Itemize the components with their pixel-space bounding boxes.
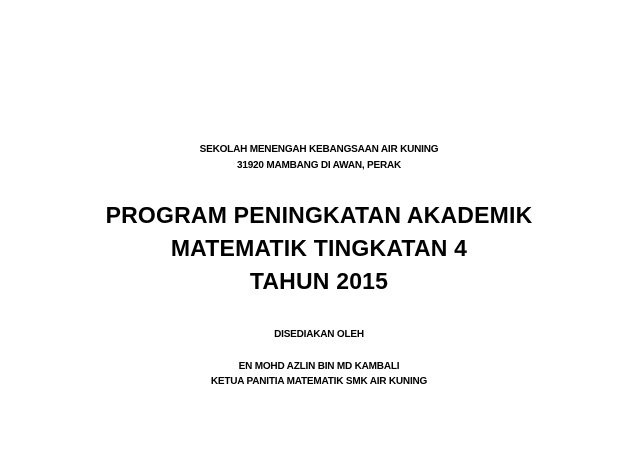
title-year: TAHUN 2015 bbox=[249, 268, 389, 294]
title-subject: MATEMATIK TINGKATAN 4 bbox=[170, 235, 468, 261]
school-address: 31920 MAMBANG DI AWAN, PERAK bbox=[236, 160, 402, 171]
author-name: EN MOHD AZLIN BIN MD KAMBALI bbox=[238, 361, 400, 372]
author-role: KETUA PANITIA MATEMATIK SMK AIR KUNING bbox=[210, 376, 428, 387]
school-name: SEKOLAH MENENGAH KEBANGSAAN AIR KUNING bbox=[199, 144, 439, 155]
title-program: PROGRAM PENINGKATAN AKADEMIK bbox=[105, 202, 533, 228]
prepared-by-label: DISEDIAKAN OLEH bbox=[274, 329, 364, 340]
